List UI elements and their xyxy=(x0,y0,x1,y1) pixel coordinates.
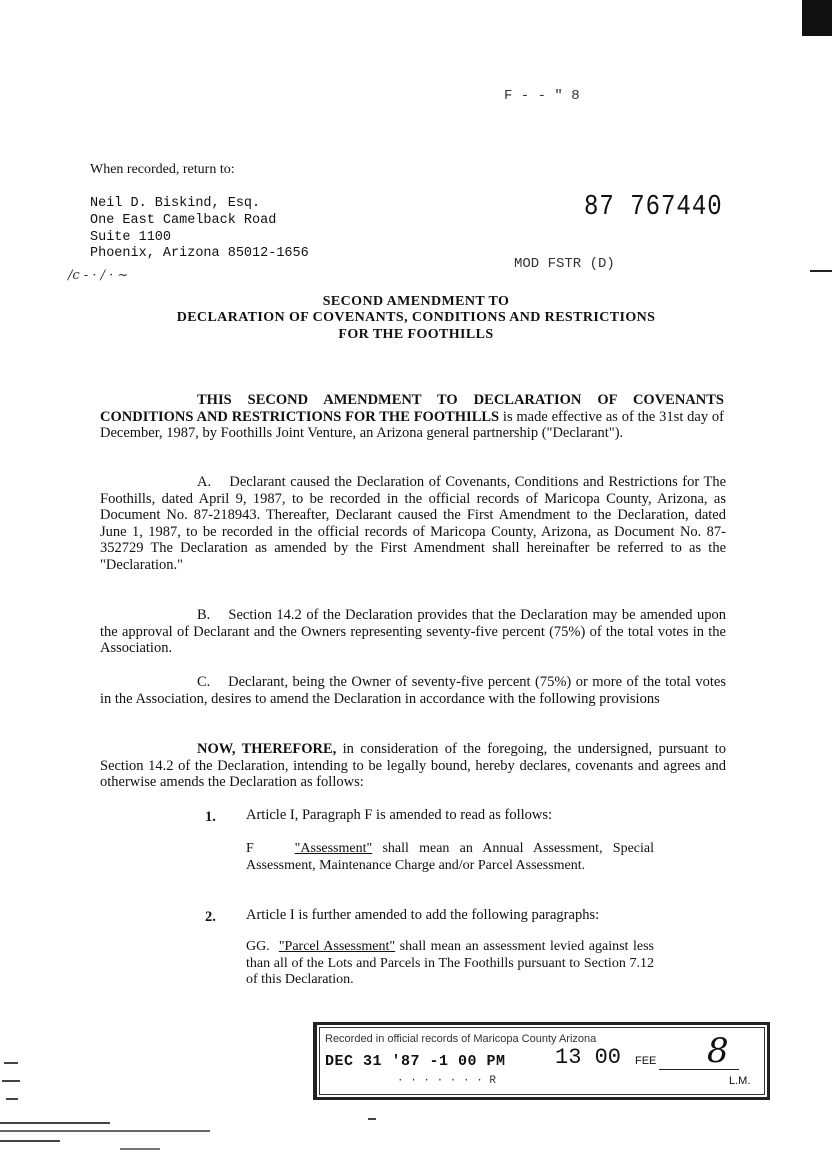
scan-noise xyxy=(0,1122,110,1124)
definition-text: shall mean an Annual Assessment, Special Assessment, Maintenance Charge and/or Parcel Assessment. xyxy=(246,841,654,873)
recital-b xyxy=(100,607,726,657)
definition-term: "Parcel Assessment" xyxy=(278,939,396,954)
now-therefore-lead: NOW, THEREFORE, xyxy=(197,741,337,757)
now-therefore-paragraph xyxy=(100,741,726,791)
definition-prefix: F xyxy=(246,841,254,856)
definition-prefix: GG. xyxy=(246,939,270,954)
return-address xyxy=(90,196,309,263)
title-line-2: DECLARATION OF COVENANTS, CONDITIONS AND RESTRICTIONS xyxy=(176,310,656,325)
definition-term: "Assessment" xyxy=(294,841,373,856)
address-line: Suite 1100 xyxy=(90,229,172,245)
title-line-3: FOR THE FOOTHILLS xyxy=(338,327,494,342)
recital-c xyxy=(100,674,726,707)
scan-noise xyxy=(0,1130,210,1132)
scan-noise xyxy=(120,1148,160,1150)
stamp-fee-label: FEE xyxy=(635,1055,657,1067)
recital-letter: C. xyxy=(197,674,211,690)
stamp-fee-value: 8 xyxy=(707,1031,729,1071)
top-scribble: F - - " 8 xyxy=(504,88,580,104)
recording-stamp xyxy=(313,1022,770,1100)
intro-rest: is made effective as of the 31st day of December, 1987, by Foothills Joint Venture, an Arizona general partnership ("Declarant"). xyxy=(100,408,724,441)
scan-noise xyxy=(0,1140,60,1142)
definition-assessment xyxy=(246,841,654,874)
definition-parcel-assessment xyxy=(246,939,654,989)
item-1-text: Article I, Paragraph F is amended to read as follows: xyxy=(246,807,553,823)
item-1-number: 1. xyxy=(205,809,216,825)
document-number: 87 767440 xyxy=(584,191,723,224)
title-line-1: SECOND AMENDMENT TO xyxy=(322,294,510,309)
recital-letter: A. xyxy=(197,474,212,490)
address-line: Neil D. Biskind, Esq. xyxy=(90,196,261,211)
scan-noise xyxy=(368,1118,376,1120)
item-2-number: 2. xyxy=(205,909,216,925)
item-2-text: Article I is further amended to add the following paragraphs: xyxy=(246,907,600,923)
address-line: Phoenix, Arizona 85012-1656 xyxy=(90,246,309,262)
recital-a xyxy=(100,474,726,573)
scan-noise xyxy=(2,1080,20,1082)
return-label: When recorded, return to: xyxy=(90,162,235,177)
stamp-initials: L.M. xyxy=(729,1075,751,1087)
recital-text: Declarant caused the Declaration of Covenants, Conditions and Restrictions for The Foothills, dated April 9, 1987, to be recorded in the official records of Maricopa County, Arizona, as Document No. 87-218943. Thereafter, Declarant caused the First Amendment to the Declaration, dated June 1, 1987, to be recorded in the official records of Maricopa County, Arizona, as Document No. 87-352729 The Declaration as amended by the First Amendment shall hereinafter be referred to as the "Declaration." xyxy=(100,474,727,573)
stamp-date: DEC 31 '87 -1 00 PM xyxy=(325,1053,506,1070)
address-line: One East Camelback Road xyxy=(90,212,277,228)
handwritten-note: /c - · / · ~ xyxy=(68,268,129,283)
definition-text: shall mean an assessment levied against less than all of the Lots and Parcels in The Foothills pursuant to Section 7.12 of this Declaration. xyxy=(246,939,654,987)
scan-edge-mark xyxy=(810,270,832,272)
recital-letter: B. xyxy=(197,607,211,623)
recital-text: Section 14.2 of the Declaration provides that the Declaration may be amended upon the approval of Declarant and the Owners representing seventy-five percent (75%) of the total votes in the Association. xyxy=(100,607,726,656)
stamp-line-3: · · · · · · · R xyxy=(397,1075,497,1087)
now-therefore-rest: in consideration of the foregoing, the undersigned, pursuant to Section 14.2 of the Declaration, intending to be legally bound, hereby declares, covenants and agrees and otherwise amends the Declaration as follows: xyxy=(100,741,726,790)
scan-noise xyxy=(6,1098,18,1100)
intro-lead: THIS SECOND AMENDMENT TO DECLARATION OF COVENANTS CONDITIONS AND RESTRICTIONS FOR THE FOOTHILLS xyxy=(100,392,724,425)
recital-text: Declarant, being the Owner of seventy-five percent (75%) or more of the total votes in the Association, desires to amend the Declaration in accordance with the following provisions xyxy=(100,674,727,707)
scan-noise xyxy=(4,1062,18,1064)
intro-paragraph xyxy=(100,392,724,442)
scan-corner-mark xyxy=(802,0,832,36)
stamp-code: 13 00 xyxy=(555,1045,622,1070)
stamp-line-1: Recorded in official records of Maricopa County Arizona xyxy=(325,1033,597,1045)
mod-stamp: MOD FSTR (D) xyxy=(514,256,615,272)
